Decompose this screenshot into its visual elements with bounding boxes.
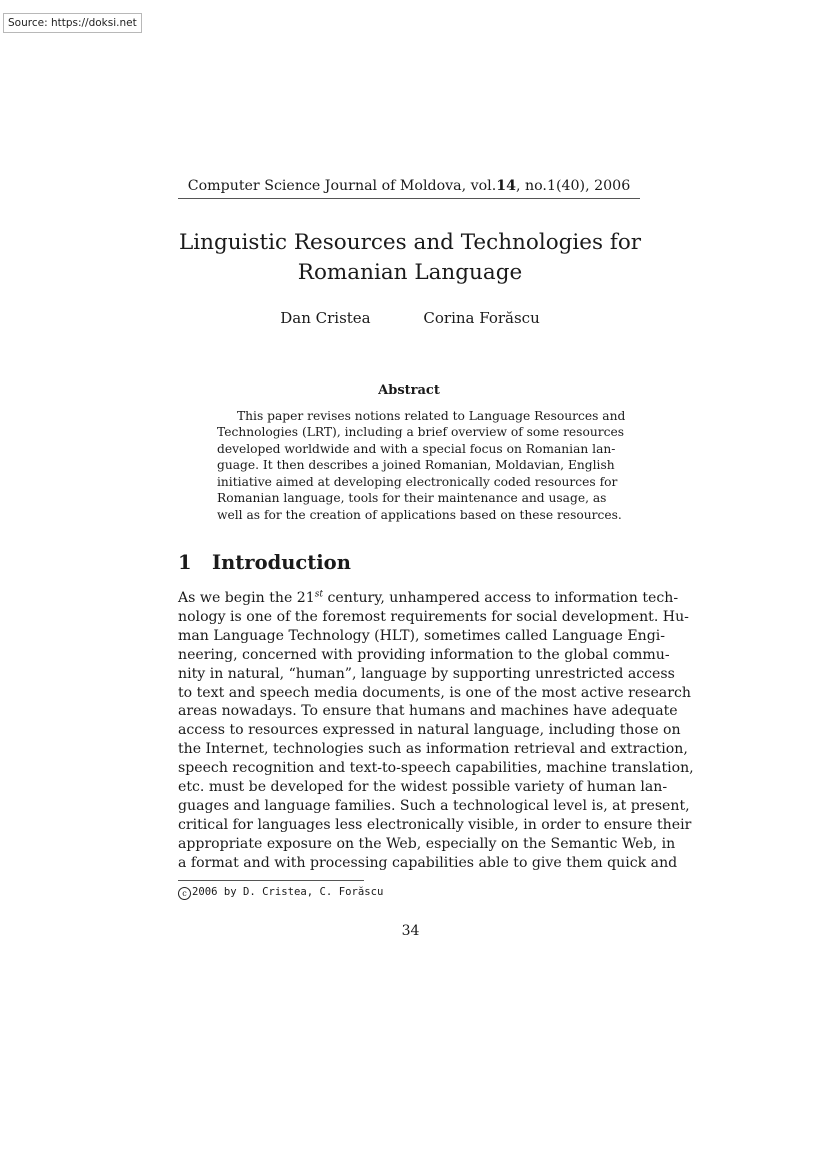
superscript: st <box>314 589 323 600</box>
footnote-divider <box>178 880 364 881</box>
abstract-line: Romanian language, tools for their maintenance and usage, as <box>217 491 607 506</box>
body-line: to text and speech media documents, is one of the most active research <box>178 684 691 701</box>
body-line: a format and with processing capabilities able to give them quick and <box>178 854 678 871</box>
body-line <box>178 589 679 608</box>
body-line: etc. must be developed for the widest possible variety of human lan- <box>178 779 668 796</box>
journal-issue: , no.1(40), 2006 <box>515 178 631 194</box>
abstract-line: This paper revises notions related to Language Resources and <box>237 409 626 423</box>
abstract-line: initiative aimed at developing electronically coded resources for <box>217 474 618 489</box>
journal-header <box>178 176 640 199</box>
source-tag[interactable]: Source: https://doksi.net <box>3 13 142 33</box>
body-line-text: As we begin the 21 <box>178 590 315 606</box>
copyright-icon: c <box>178 887 191 900</box>
paper-title <box>150 228 670 288</box>
body-line: nity in natural, “human”, language by supporting unrestricted access <box>178 665 675 682</box>
author-name: Dan Cristea <box>280 309 371 327</box>
section-number: 1 <box>178 551 192 574</box>
body-line-text: century, unhampered access to information tech- <box>322 590 679 606</box>
abstract-line: guage. It then describes a joined Romanian, Moldavian, English <box>217 458 615 473</box>
abstract-heading: Abstract <box>378 383 440 398</box>
body-line: appropriate exposure on the Web, especially on the Semantic Web, in <box>178 835 676 852</box>
body-line: access to resources expressed in natural language, including those on <box>178 722 681 739</box>
body-line: speech recognition and text-to-speech capabilities, machine translation, <box>178 760 694 777</box>
body-line: critical for languages less electronically visible, in order to ensure their <box>178 816 692 833</box>
abstract-body <box>217 408 626 523</box>
body-line: nology is one of the foremost requirements for social development. Hu- <box>178 608 689 625</box>
section-title: Introduction <box>212 551 351 574</box>
abstract-line: developed worldwide and with a special focus on Romanian lan- <box>217 441 616 456</box>
author-list <box>200 308 620 328</box>
body-paragraph <box>178 589 694 873</box>
journal-volume: 14 <box>496 178 516 194</box>
abstract-line: well as for the creation of applications based on these resources. <box>217 507 622 522</box>
body-line: the Internet, technologies such as information retrieval and extraction, <box>178 741 688 758</box>
page-number: 34 <box>401 923 420 939</box>
section-heading <box>178 550 351 576</box>
copyright-footnote <box>178 884 383 900</box>
body-line: man Language Technology (HLT), sometimes called Language Engi- <box>178 627 666 644</box>
abstract-line: Technologies (LRT), including a brief overview of some resources <box>217 425 624 440</box>
title-line-2: Romanian Language <box>297 260 523 285</box>
copyright-text: 2006 by D. Cristea, C. Forăscu <box>192 886 384 898</box>
journal-name: Computer Science Journal of Moldova, vol. <box>187 178 497 194</box>
author-name: Corina Forăscu <box>423 309 540 327</box>
body-line: neering, concerned with providing information to the global commu- <box>178 646 670 663</box>
body-line: areas nowadays. To ensure that humans and machines have adequate <box>178 703 678 720</box>
body-line: guages and language families. Such a technological level is, at present, <box>178 797 690 814</box>
title-line-1: Linguistic Resources and Technologies for <box>178 230 642 255</box>
